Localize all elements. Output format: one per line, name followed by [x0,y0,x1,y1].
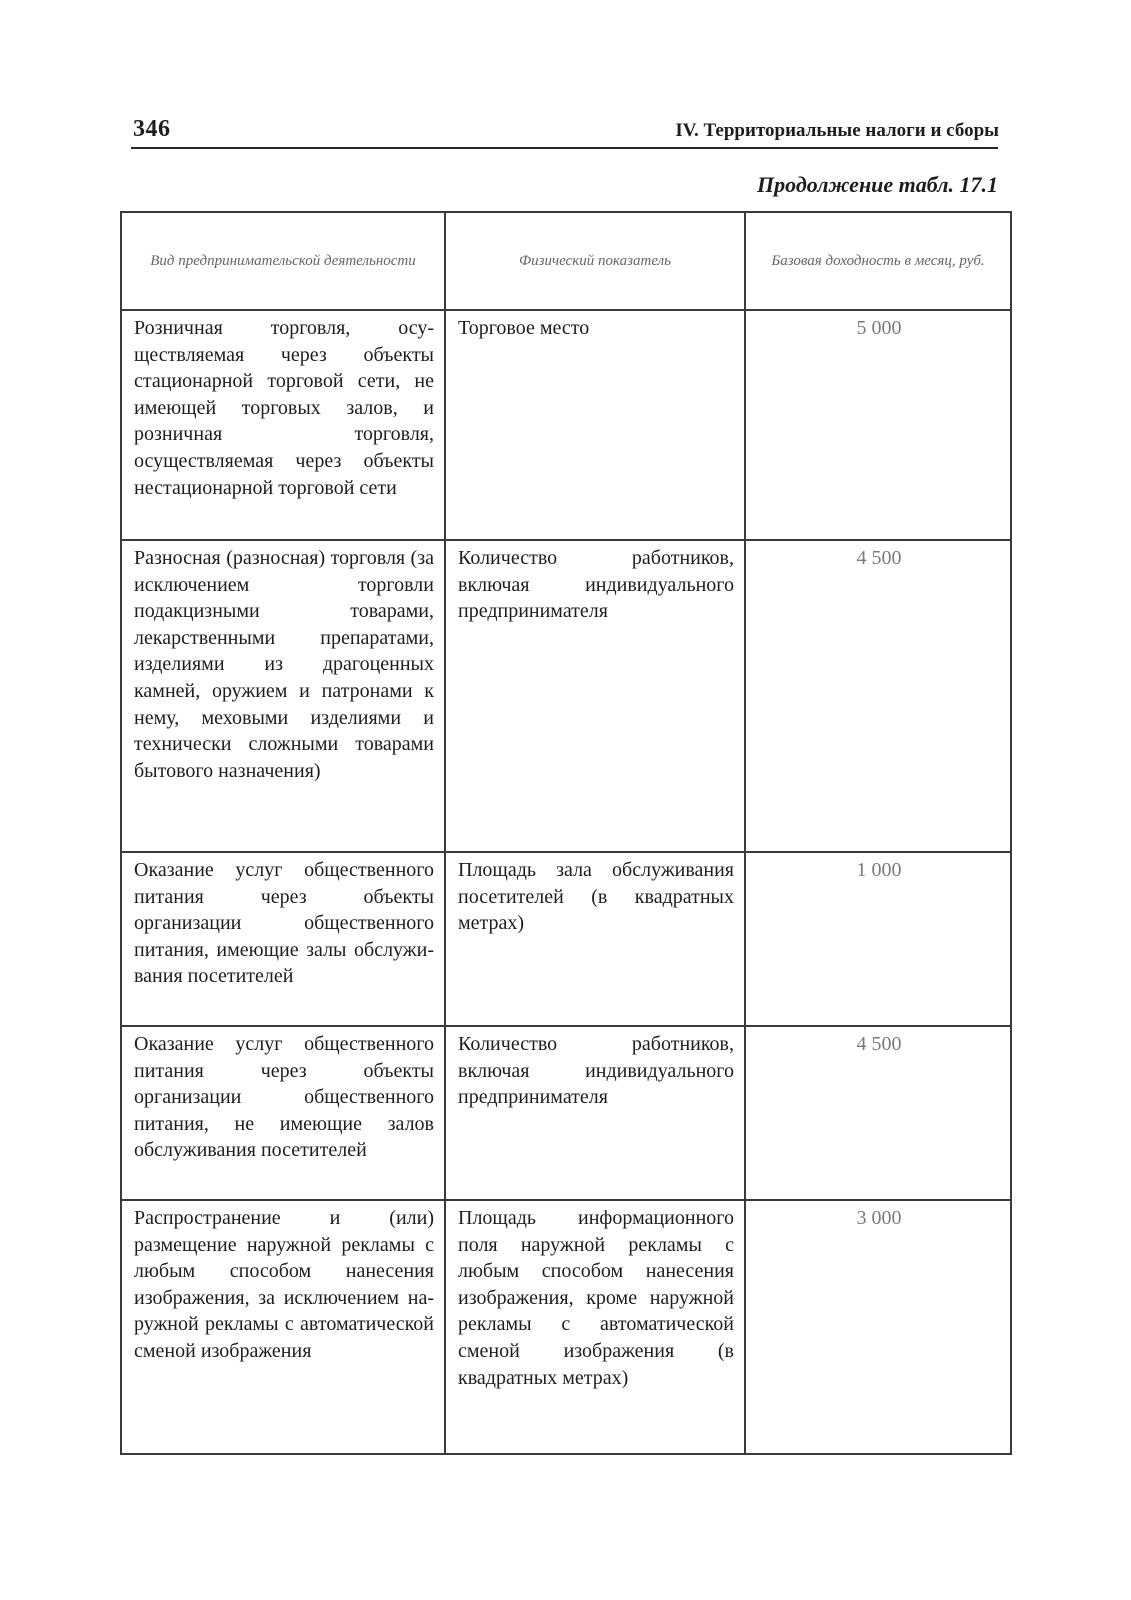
table-row [121,852,1011,1026]
table-row [121,310,1011,540]
indicator-cell: Торговое место [445,310,745,540]
activity-cell: Розничная торговля, осуществляемая через объекты стационарной торговой сети, не имеющей торговых залов, и розничная торговля, осуществляемая через объекты нестационарной торговой сети [121,310,445,540]
activity-cell: Распространение и (или) размещение наружной рекламы с любым способом нанесения изображения, за исключением наружной рекламы с автоматической сменой изображения [121,1200,445,1454]
indicator-cell: Количество работников, включая индивидуального предпринимателя [445,1026,745,1200]
column-header-base-income: Базовая доходность в месяц, руб. [745,212,1011,310]
table-row [121,1026,1011,1200]
table-row [121,540,1011,852]
indicator-cell: Площадь зала обслуживания посетителей (в квадратных метрах) [445,852,745,1026]
column-header-indicator: Физический показатель [445,212,745,310]
header-rule [131,147,998,149]
activity-cell: Оказание услуг общественного питания через объекты организации общественного питания, не имеющие залов обслуживания посетителей [121,1026,445,1200]
base-income-cell: 1 000 [745,852,1011,1026]
table-continuation-label: Продолжение табл. 17.1 [757,172,998,197]
base-income-table [120,211,1012,1455]
activity-cell: Разносная (разносная) торговля (за исключением торговли подакцизными товарами, лекарственными препаратами, изделиями из драгоценных камней, оружием и патронами к нему, меховыми изделиями и технически сложными товарами бытового назначения) [121,540,445,852]
page-number: 346 [133,116,171,142]
table-row [121,1200,1011,1454]
table-header-row [121,212,1011,310]
base-income-cell: 4 500 [745,1026,1011,1200]
running-head: IV. Территориальные налоги и сборы [675,120,999,141]
indicator-cell: Площадь информационного поля наружной рекламы с любым способом нанесения изображения, кроме наружной рекламы с автоматической сменой изображения (в квадратных метрах) [445,1200,745,1454]
base-income-cell: 5 000 [745,310,1011,540]
indicator-cell: Количество работников, включая индивидуального предпринимателя [445,540,745,852]
activity-cell: Оказание услуг общественного питания через объекты организации общественного питания, имеющие залы обслуживания посетителей [121,852,445,1026]
base-income-cell: 4 500 [745,540,1011,852]
base-income-cell: 3 000 [745,1200,1011,1454]
column-header-activity: Вид предпринимательской деятельности [121,212,445,310]
